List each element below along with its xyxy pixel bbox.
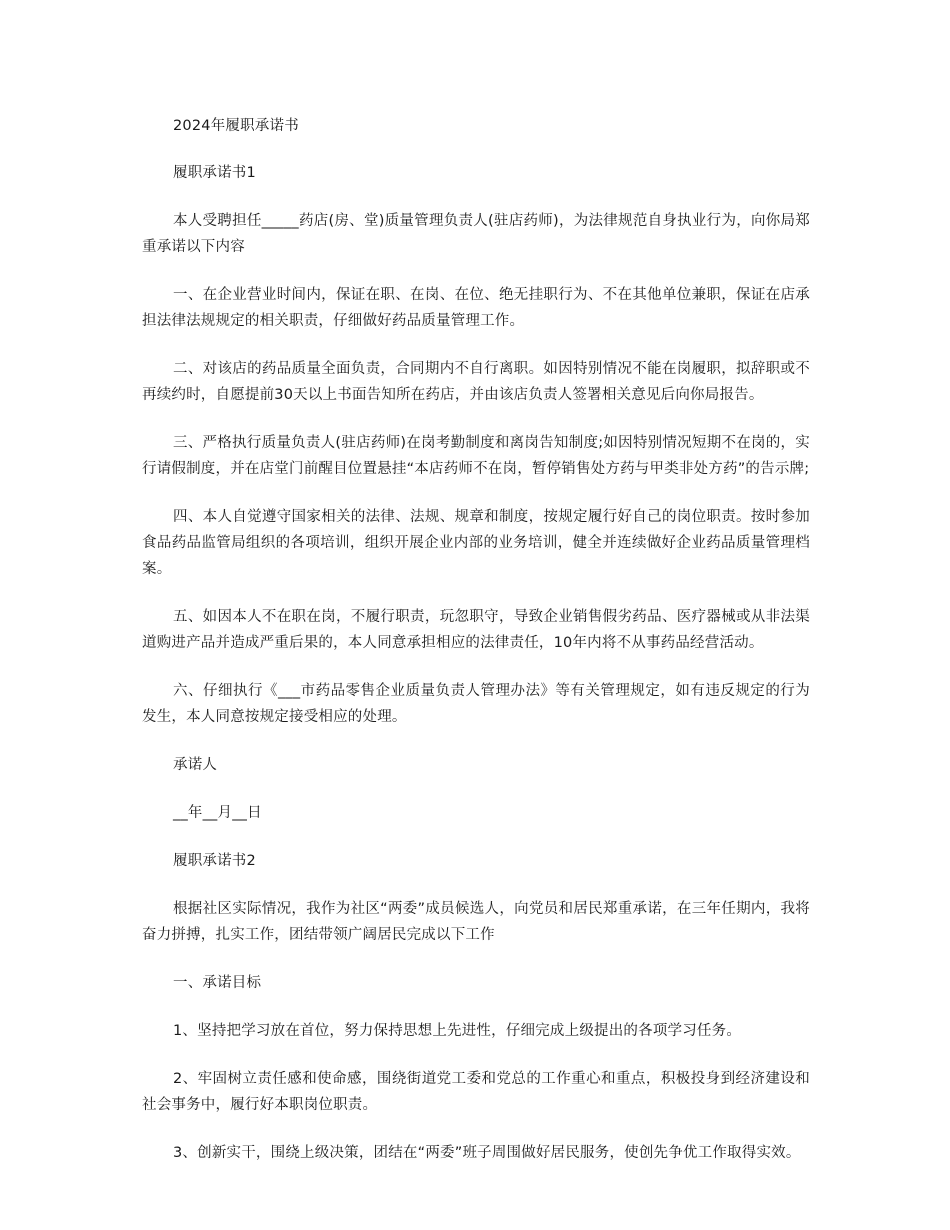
section-heading-1: 履职承诺书1: [173, 165, 256, 181]
list-item: 2、牢固树立责任感和使命感，围绕街道党工委和党总的工作重心和重点，积极投身到经济建设和社会事务中，履行好本职岗位职责。: [142, 1071, 810, 1113]
paragraph: 三、严格执行质量负责人(驻店药师)在岗考勤制度和离岗告知制度;如因特别情况短期不在岗的，实行请假制度，并在店堂门前醒目位置悬挂“本店药师不在岗，暂停销售处方药与甲类非处方药”的告示牌;: [142, 435, 810, 477]
document-title: 2024年履职承诺书: [173, 118, 299, 134]
section-heading-2: 履职承诺书2: [173, 853, 256, 869]
subheading: 一、承诺目标: [173, 975, 262, 991]
list-item: 3、创新实干，围绕上级决策，团结在“两委”班子周围做好居民服务，使创先争优工作取得实效。: [173, 1145, 801, 1161]
paragraph: 本人受聘担任_____药店(房、堂)质量管理负责人(驻店药师)，为法律规范自身执业行为，向你局郑重承诺以下内容: [142, 213, 810, 255]
document-page: [142, 113, 810, 1188]
paragraph: 二、对该店的药品质量全面负责，合同期内不自行离职。如因特别情况不能在岗履职，拟辞职或不再续约时，自愿提前30天以上书面告知所在药店，并由该店负责人签署相关意见后向你局报告。: [142, 361, 810, 403]
paragraph: 五、如因本人不在职在岗，不履行职责，玩忽职守，导致企业销售假劣药品、医疗器械或从非法渠道购进产品并造成严重后果的，本人同意承担相应的法律责任，10年内将不从事药品经营活动。: [142, 609, 810, 651]
paragraph: 一、在企业营业时间内，保证在职、在岗、在位、绝无挂职行为、不在其他单位兼职，保证在店承担法律法规规定的相关职责，仔细做好药品质量管理工作。: [142, 287, 810, 329]
paragraph: 根据社区实际情况，我作为社区“两委”成员候选人，向党员和居民郑重承诺，在三年任期内，我将奋力拼搏，扎实工作，团结带领广阔居民完成以下工作: [142, 901, 810, 943]
date-line: __年__月__日: [173, 805, 262, 821]
paragraph: 四、本人自觉遵守国家相关的法律、法规、规章和制度，按规定履行好自己的岗位职责。按时参加食品药品监管局组织的各项培训，组织开展企业内部的业务培训，健全并连续做好企业药品质量管理档案。: [142, 509, 810, 577]
signer-label: 承诺人: [173, 757, 218, 773]
paragraph: 六、仔细执行《___市药品零售企业质量负责人管理办法》等有关管理规定，如有违反规定的行为发生，本人同意按规定接受相应的处理。: [142, 683, 810, 725]
list-item: 1、坚持把学习放在首位，努力保持思想上先进性，仔细完成上级提出的各项学习任务。: [173, 1023, 742, 1039]
